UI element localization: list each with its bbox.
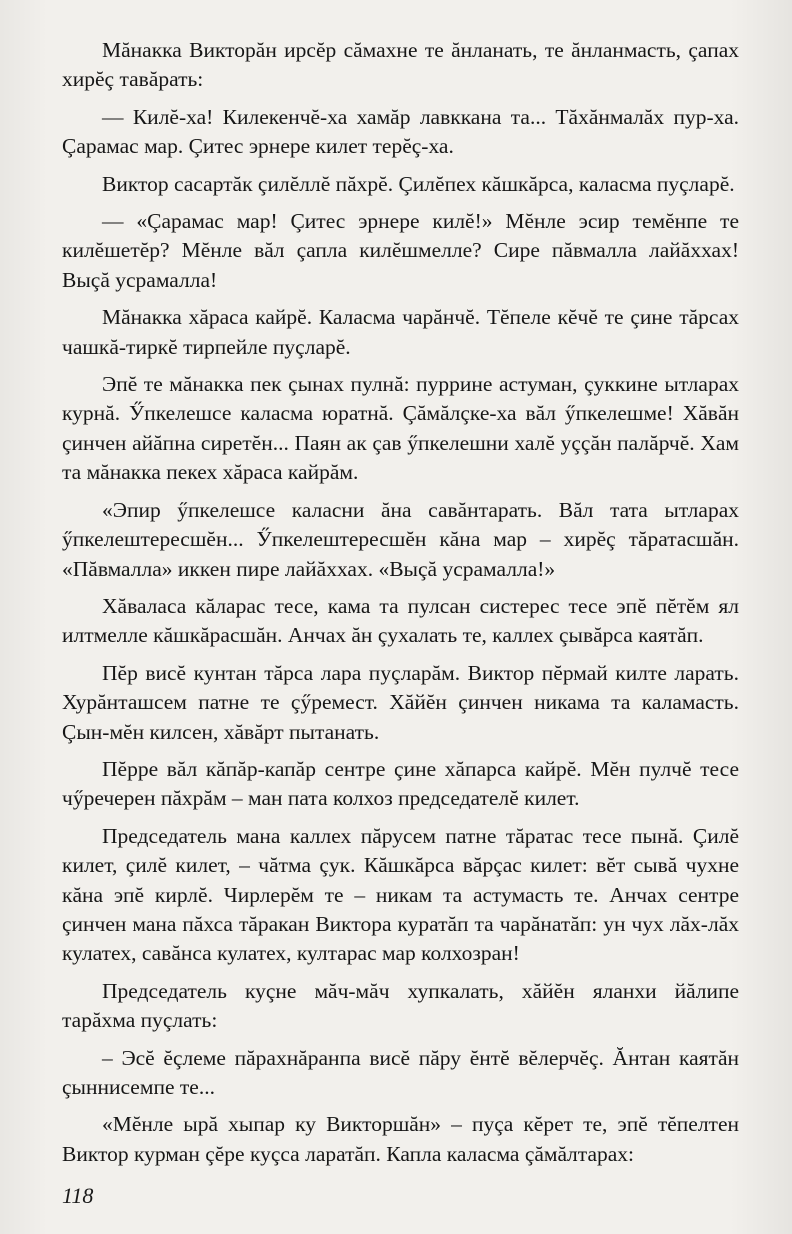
paragraph: Председатель мана каллех пăрусем патне тăратас тесе пынă. Çилĕ килет, çилĕ килет, – чăтма çук. Кăшкăрса вăрçас килет: вĕт сывă чухне кăна эпĕ кирлĕ. Чирлерĕм те – никам та астумасть те. Анчах сентре çинчен мана пăхса тăракан Виктора куратăп та чарăнатăп: ун чух лăх-лăх кулатех, савăнса кулатех, култарас мар колхозран!: [62, 823, 739, 966]
paragraph: Пĕр висĕ кунтан тăрса лара пуçларăм. Виктор пĕрмай килте ларать. Хурăнташсем патне те çӳремест. Хăйĕн çинчен никама та каламасть. Çын-мĕн килсен, хăвăрт пытанать.: [62, 660, 739, 744]
paragraph: Виктор сасартăк çилĕллĕ пăхрĕ. Çилĕпех кăшкăрса, каласма пуçларĕ.: [102, 171, 735, 196]
paragraph: Пĕрре вăл кăпăр-капăр сентре çине хăпарса кайрĕ. Мĕн пулчĕ тесе чӳречерен пăхрăм – ман пата колхоз председателĕ килет.: [62, 756, 739, 811]
paragraph: — Килĕ-ха! Килекенчĕ-ха хамăр лавккана та... Тăхăнмалăх пур-ха. Çарамас мар. Çитес эрнере килет терĕç-ха.: [62, 104, 739, 159]
body-text: [62, 36, 739, 1169]
paragraph: Мăнакка Викторăн ирсĕр сăмахне те ăнланать, те ăнланмасть, çапах хирĕç тавăрать:: [62, 38, 739, 92]
paragraph: Хăваласа кăларас тесе, кама та пулсан систерес тесе эпĕ пĕтĕм ял илтмелле кăшкăрасшăн. Анчах ăн çухалать те, каллех çывăрса каятăп.: [62, 593, 739, 648]
paragraph: — «Çарамас мар! Çитес эрнере килĕ!» Мĕнле эсир темĕнпе те килĕшетĕр? Мĕнле вăл çапла килĕшмелле? Сире пăвмалла лайăххах! Выçă усрамалла!: [62, 209, 739, 292]
paragraph: Эпĕ те мăнакка пек çынах пулнă: пуррине астуман, çуккине ытларах курнă. Ӳпкелешсе каласма юратнă. Çăмăлçке-ха вăл ӳпкелешме! Хăвăн çинчен айăпна сиретĕн... Паян ак çав ӳпкелешни халĕ уççăн палăрчĕ. Хам та мăнакка пекех хăраса кайрăм.: [62, 372, 739, 485]
paragraph: – Эсĕ ĕçлеме пăрахнăранпа висĕ пăру ĕнтĕ вĕлерчĕç. Ăнтан каятăн çыннисемпе те...: [62, 1045, 739, 1099]
paragraph: «Мĕнле ырă хыпар ку Викторшăн» – пуça кĕрет те, эпĕ тĕпелтен Виктор курман çĕре куçса ларатăп. Капла каласма çăмăлтарах:: [62, 1112, 739, 1166]
paragraph: «Эпир ӳпкелешсе каласни ăна савăнтарать. Вăл тата ытларах ӳпкелештересшĕн... Ӳпкелештересшĕн кăна мар – хирĕç тăратасшăн. «Пăвмалла» иккен пире лайăххах. «Выçă усрамалла!»: [62, 497, 739, 581]
paragraph: Председатель куçне мăч-мăч хупкалать, хăйĕн яланхи йăлипе тарăхма пуçлать:: [62, 978, 739, 1033]
page-number: 118: [62, 1183, 94, 1208]
paragraph: Мăнакка хăраса кайрĕ. Каласма чарăнчĕ. Тĕпеле кĕчĕ те çине тăрсах чашкă-тиркĕ тирпейле пуçларĕ.: [62, 305, 739, 359]
